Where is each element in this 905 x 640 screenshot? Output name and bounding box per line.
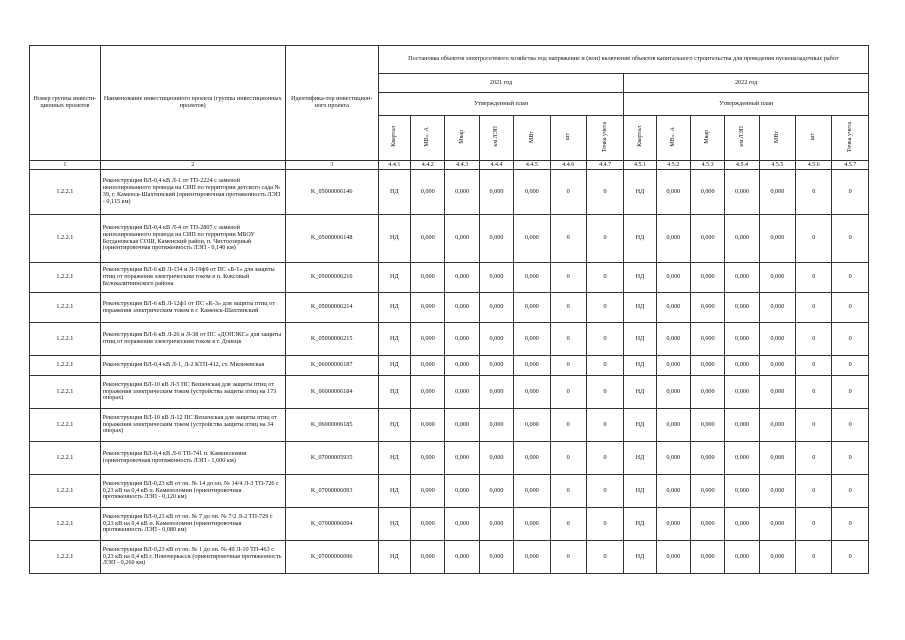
group-number-cell: 1.2.2.1 bbox=[30, 323, 101, 356]
value-cell: 0,000 bbox=[514, 541, 550, 574]
table-row bbox=[30, 475, 869, 508]
header-unit-label: Точка учета bbox=[846, 121, 853, 152]
table-row bbox=[30, 323, 869, 356]
value-cell: 0,000 bbox=[479, 356, 513, 376]
value-cell: 0,000 bbox=[656, 323, 690, 356]
value-cell: 0,000 bbox=[656, 409, 690, 442]
value-cell: 0 bbox=[832, 376, 869, 409]
value-cell: 0,000 bbox=[725, 170, 759, 215]
project-id-cell: K_06000006187 bbox=[285, 356, 378, 376]
group-number-cell: 1.2.2.1 bbox=[30, 442, 101, 475]
value-cell: 0 bbox=[550, 409, 586, 442]
header-unit-label: км ЛЭП bbox=[493, 126, 500, 147]
value-cell: 0 bbox=[586, 376, 623, 409]
value-cell: 0,000 bbox=[411, 541, 445, 574]
header-unit-cell bbox=[832, 116, 869, 161]
value-cell: 0 bbox=[796, 376, 832, 409]
column-number: 4.4.7 bbox=[586, 161, 623, 170]
value-cell: 0,000 bbox=[514, 263, 550, 293]
value-cell: 0,000 bbox=[690, 376, 724, 409]
value-cell: 0,000 bbox=[759, 409, 795, 442]
table-row bbox=[30, 508, 869, 541]
value-cell: 0,000 bbox=[479, 170, 513, 215]
value-cell: 0,000 bbox=[514, 409, 550, 442]
value-cell: 0,000 bbox=[690, 323, 724, 356]
value-cell: 0,000 bbox=[411, 475, 445, 508]
value-cell: 0,000 bbox=[690, 215, 724, 263]
value-cell: НД bbox=[378, 323, 410, 356]
value-cell: 0 bbox=[796, 215, 832, 263]
value-cell: 0,000 bbox=[445, 508, 479, 541]
value-cell: НД bbox=[624, 263, 656, 293]
column-number: 3 bbox=[285, 161, 378, 170]
table-row bbox=[30, 215, 869, 263]
value-cell: НД bbox=[378, 356, 410, 376]
header-unit-cell bbox=[550, 116, 586, 161]
value-cell: НД bbox=[624, 541, 656, 574]
project-id-cell: K_05000006215 bbox=[285, 323, 378, 356]
project-name-cell: Реконструкция ВЛ-6 кВ Л-12ф1 от ПС «К-3» для защиты птиц от поражения электрическим током в г. Каменск-Шахтинский bbox=[100, 293, 285, 323]
value-cell: 0,000 bbox=[759, 508, 795, 541]
value-cell: 0,000 bbox=[690, 442, 724, 475]
project-name-cell: Реконструкция ВЛ-10 кВ Л-5 ПС Вешенская для защиты птиц от поражения электрическим током (устройства защиты птиц на 173 опорах) bbox=[100, 376, 285, 409]
value-cell: 0 bbox=[586, 293, 623, 323]
value-cell: 0,000 bbox=[759, 215, 795, 263]
value-cell: 0,000 bbox=[445, 215, 479, 263]
value-cell: 0 bbox=[832, 170, 869, 215]
header-project-id: Идентифика-тор инвестицион-ного проекта bbox=[285, 46, 378, 161]
value-cell: 0,000 bbox=[725, 541, 759, 574]
value-cell: 0,000 bbox=[411, 215, 445, 263]
value-cell: НД bbox=[624, 323, 656, 356]
value-cell: НД bbox=[378, 215, 410, 263]
table-row bbox=[30, 376, 869, 409]
project-id-cell: K_05000006148 bbox=[285, 215, 378, 263]
value-cell: 0,000 bbox=[725, 409, 759, 442]
value-cell: 0 bbox=[586, 215, 623, 263]
value-cell: 0,000 bbox=[411, 442, 445, 475]
project-name-cell: Реконструкция ВЛ-0,23 кВ от оп. № 14 до оп. № 14/4 Л-3 ТП-726 с 0,23 кВ на 0,4 кВ п. Каменоломни (ориентировочная протяженность ЛЭП - 0,120 км) bbox=[100, 475, 285, 508]
value-cell: 0 bbox=[550, 508, 586, 541]
table-row bbox=[30, 293, 869, 323]
table-row bbox=[30, 409, 869, 442]
value-cell: 0,000 bbox=[514, 376, 550, 409]
value-cell: 0 bbox=[832, 356, 869, 376]
column-number: 4.5.7 bbox=[832, 161, 869, 170]
header-unit-label: МВт bbox=[528, 130, 535, 143]
value-cell: 0,000 bbox=[445, 263, 479, 293]
header-unit-cell bbox=[796, 116, 832, 161]
group-number-cell: 1.2.2.1 bbox=[30, 541, 101, 574]
value-cell: 0,000 bbox=[725, 376, 759, 409]
column-number: 4.4.2 bbox=[411, 161, 445, 170]
value-cell: 0 bbox=[550, 215, 586, 263]
project-id-cell: K_06000006185 bbox=[285, 409, 378, 442]
value-cell: 0,000 bbox=[725, 293, 759, 323]
header-unit-cell bbox=[624, 116, 656, 161]
project-name-cell: Реконструкция ВЛ-6 кВ Л-134 и Л-19ф9 от ПС «Б-1» для защиты птиц от поражения электрическим током в п. Коксовый Белокалитвинского района bbox=[100, 263, 285, 293]
value-cell: 0 bbox=[586, 508, 623, 541]
value-cell: 0 bbox=[796, 442, 832, 475]
value-cell: 0 bbox=[832, 263, 869, 293]
value-cell: 0,000 bbox=[725, 263, 759, 293]
value-cell: 0 bbox=[796, 293, 832, 323]
value-cell: 0,000 bbox=[479, 215, 513, 263]
header-unit-label: Мвар bbox=[458, 129, 465, 144]
group-number-cell: 1.2.2.1 bbox=[30, 293, 101, 323]
value-cell: 0 bbox=[796, 541, 832, 574]
value-cell: 0,000 bbox=[479, 409, 513, 442]
value-cell: НД bbox=[378, 541, 410, 574]
value-cell: 0,000 bbox=[759, 541, 795, 574]
header-unit-cell bbox=[445, 116, 479, 161]
value-cell: 0 bbox=[586, 475, 623, 508]
value-cell: 0,000 bbox=[656, 263, 690, 293]
value-cell: НД bbox=[624, 215, 656, 263]
column-number: 4.5.1 bbox=[624, 161, 656, 170]
value-cell: 0 bbox=[586, 323, 623, 356]
value-cell: НД bbox=[378, 263, 410, 293]
value-cell: 0,000 bbox=[479, 376, 513, 409]
value-cell: 0,000 bbox=[514, 356, 550, 376]
value-cell: 0,000 bbox=[445, 409, 479, 442]
value-cell: 0 bbox=[796, 323, 832, 356]
value-cell: 0 bbox=[832, 508, 869, 541]
group-number-cell: 1.2.2.1 bbox=[30, 409, 101, 442]
table-row bbox=[30, 356, 869, 376]
value-cell: 0 bbox=[832, 323, 869, 356]
project-id-cell: K_05000006146 bbox=[285, 170, 378, 215]
header-unit-label: Мвар bbox=[704, 129, 711, 144]
header-plan-2021: Утвержденный план bbox=[378, 93, 624, 116]
value-cell: 0,000 bbox=[479, 508, 513, 541]
value-cell: 0,000 bbox=[759, 323, 795, 356]
value-cell: 0 bbox=[550, 323, 586, 356]
value-cell: 0,000 bbox=[656, 442, 690, 475]
table-row bbox=[30, 541, 869, 574]
group-number-cell: 1.2.2.1 bbox=[30, 170, 101, 215]
header-unit-label: МВт bbox=[774, 130, 781, 143]
value-cell: 0,000 bbox=[690, 356, 724, 376]
header-project-name: Наименование инвестиционного проекта (группы инвестиционных проектов) bbox=[100, 46, 285, 161]
value-cell: 0 bbox=[832, 293, 869, 323]
value-cell: 0,000 bbox=[656, 356, 690, 376]
value-cell: 0,000 bbox=[411, 356, 445, 376]
project-name-cell: Реконструкция ВЛ-0,4 кВ Л-6 ТП-741 п. Каменоломни (ориентировочная протяженность ЛЭП - 1,600 км) bbox=[100, 442, 285, 475]
value-cell: 0 bbox=[796, 170, 832, 215]
investment-table bbox=[29, 45, 869, 574]
project-id-cell: K_07000006094 bbox=[285, 508, 378, 541]
group-number-cell: 1.2.2.1 bbox=[30, 215, 101, 263]
value-cell: 0 bbox=[832, 442, 869, 475]
value-cell: 0 bbox=[550, 376, 586, 409]
value-cell: 0,000 bbox=[445, 356, 479, 376]
value-cell: 0 bbox=[550, 293, 586, 323]
value-cell: 0 bbox=[796, 508, 832, 541]
value-cell: 0,000 bbox=[690, 409, 724, 442]
value-cell: 0,000 bbox=[656, 541, 690, 574]
group-number-cell: 1.2.2.1 bbox=[30, 376, 101, 409]
table-row bbox=[30, 442, 869, 475]
value-cell: 0 bbox=[796, 409, 832, 442]
value-cell: 0,000 bbox=[445, 293, 479, 323]
value-cell: 0,000 bbox=[725, 442, 759, 475]
header-unit-cell bbox=[759, 116, 795, 161]
header-unit-cell bbox=[586, 116, 623, 161]
value-cell: НД bbox=[624, 376, 656, 409]
value-cell: НД bbox=[378, 409, 410, 442]
column-number: 4.5.4 bbox=[725, 161, 759, 170]
value-cell: 0 bbox=[550, 475, 586, 508]
value-cell: 0,000 bbox=[656, 475, 690, 508]
header-unit-cell bbox=[378, 116, 410, 161]
value-cell: НД bbox=[624, 475, 656, 508]
value-cell: 0 bbox=[586, 442, 623, 475]
value-cell: 0,000 bbox=[514, 170, 550, 215]
column-number: 4.5.6 bbox=[796, 161, 832, 170]
value-cell: 0,000 bbox=[411, 263, 445, 293]
header-unit-label: Квартал bbox=[391, 126, 398, 147]
header-group-number: Номер группы инвести-ционных проектов bbox=[30, 46, 101, 161]
value-cell: 0,000 bbox=[479, 263, 513, 293]
value-cell: 0,000 bbox=[759, 293, 795, 323]
project-id-cell: K_05000006214 bbox=[285, 293, 378, 323]
value-cell: 0,000 bbox=[411, 376, 445, 409]
table-row bbox=[30, 170, 869, 215]
project-name-cell: Реконструкция ВЛ-0,4 кВ Л-1 от ТП-2224 с заменой неизолированного провода на СИП по территории детского сада № 39, г. Каменск-Шахтинский (ориентировочная протяженность ЛЭП - 0,115 км) bbox=[100, 170, 285, 215]
project-name-cell: Реконструкция ВЛ-10 кВ Л-12 ПС Вешенская для защиты птиц от поражения электрическим током (устройства защиты птиц на 34 опорах) bbox=[100, 409, 285, 442]
value-cell: 0,000 bbox=[479, 442, 513, 475]
header-unit-cell bbox=[411, 116, 445, 161]
column-number: 4.5.3 bbox=[690, 161, 724, 170]
header-year-2021: 2021 год bbox=[378, 74, 624, 93]
value-cell: 0,000 bbox=[690, 541, 724, 574]
value-cell: НД bbox=[624, 409, 656, 442]
value-cell: НД bbox=[378, 170, 410, 215]
value-cell: 0,000 bbox=[690, 508, 724, 541]
value-cell: 0,000 bbox=[725, 323, 759, 356]
value-cell: 0,000 bbox=[656, 170, 690, 215]
value-cell: 0,000 bbox=[759, 356, 795, 376]
group-number-cell: 1.2.2.1 bbox=[30, 263, 101, 293]
value-cell: 0,000 bbox=[759, 170, 795, 215]
value-cell: 0 bbox=[832, 215, 869, 263]
header-unit-label: МВ×А bbox=[424, 126, 431, 147]
column-number: 4.4.5 bbox=[514, 161, 550, 170]
value-cell: 0,000 bbox=[479, 293, 513, 323]
value-cell: 0,000 bbox=[411, 409, 445, 442]
value-cell: НД bbox=[624, 442, 656, 475]
column-number: 1 bbox=[30, 161, 101, 170]
value-cell: 0,000 bbox=[445, 170, 479, 215]
value-cell: 0,000 bbox=[690, 170, 724, 215]
header-unit-cell bbox=[690, 116, 724, 161]
value-cell: 0 bbox=[832, 409, 869, 442]
value-cell: 0,000 bbox=[656, 376, 690, 409]
value-cell: НД bbox=[378, 508, 410, 541]
value-cell: 0 bbox=[796, 475, 832, 508]
header-unit-cell bbox=[725, 116, 759, 161]
header-unit-label: шт bbox=[564, 132, 571, 141]
value-cell: 0,000 bbox=[514, 442, 550, 475]
header-plan-2022: Утвержденный план bbox=[624, 93, 869, 116]
value-cell: 0,000 bbox=[514, 215, 550, 263]
column-number: 4.4.1 bbox=[378, 161, 410, 170]
header-commissioning: Постановка объектов электросетевого хозяйства под напряжение и (или) включение объектов капитального строительства для проведения пусконаладочных работ bbox=[378, 46, 868, 74]
header-unit-label: шт bbox=[810, 132, 817, 141]
value-cell: НД bbox=[378, 293, 410, 323]
value-cell: НД bbox=[624, 293, 656, 323]
project-id-cell: K_07000006096 bbox=[285, 541, 378, 574]
column-number: 4.4.4 bbox=[479, 161, 513, 170]
value-cell: 0,000 bbox=[445, 323, 479, 356]
project-name-cell: Реконструкция ВЛ-0,23 кВ от оп. № 1 до оп. № 49 Л-10 ТП-463 с 0,23 кВ на 0,4 кВ г. Новочеркасск (ориентировочная протяженность ЛЭП - 0,260 км) bbox=[100, 541, 285, 574]
value-cell: 0,000 bbox=[479, 475, 513, 508]
value-cell: 0 bbox=[832, 541, 869, 574]
value-cell: 0,000 bbox=[759, 376, 795, 409]
column-number: 4.4.3 bbox=[445, 161, 479, 170]
value-cell: 0,000 bbox=[656, 215, 690, 263]
value-cell: 0,000 bbox=[411, 293, 445, 323]
value-cell: 0,000 bbox=[445, 376, 479, 409]
value-cell: 0,000 bbox=[759, 442, 795, 475]
value-cell: 0,000 bbox=[656, 293, 690, 323]
value-cell: 0,000 bbox=[725, 356, 759, 376]
value-cell: 0,000 bbox=[411, 170, 445, 215]
value-cell: 0 bbox=[832, 475, 869, 508]
header-unit-cell bbox=[479, 116, 513, 161]
header-unit-cell bbox=[514, 116, 550, 161]
column-number: 4.5.5 bbox=[759, 161, 795, 170]
group-number-cell: 1.2.2.1 bbox=[30, 475, 101, 508]
value-cell: НД bbox=[378, 475, 410, 508]
value-cell: 0,000 bbox=[725, 215, 759, 263]
header-unit-cell bbox=[656, 116, 690, 161]
value-cell: 0,000 bbox=[514, 475, 550, 508]
value-cell: 0,000 bbox=[445, 541, 479, 574]
value-cell: 0 bbox=[586, 170, 623, 215]
table-row bbox=[30, 263, 869, 293]
project-name-cell: Реконструкция ВЛ-0,23 кВ от оп. № 7 до оп. № 7/2 Л-2 ТП-729 с 0,23 кВ на 0,4 кВ п. Каменоломни (ориентировочная протяженность ЛЭП - 0,080 км) bbox=[100, 508, 285, 541]
value-cell: 0,000 bbox=[725, 475, 759, 508]
project-name-cell: Реконструкция ВЛ-6 кВ Л-26 и Л-38 от ПС «ДОНЭКС» для защиты птиц от поражения электрическим током в г. Донецк bbox=[100, 323, 285, 356]
value-cell: НД bbox=[624, 356, 656, 376]
value-cell: НД bbox=[624, 170, 656, 215]
value-cell: 0,000 bbox=[690, 475, 724, 508]
project-name-cell: Реконструкция ВЛ-0,4 кВ Л-1, Л-2 КТП-412, ст. Мильчевская bbox=[100, 356, 285, 376]
value-cell: 0,000 bbox=[411, 323, 445, 356]
value-cell: 0,000 bbox=[759, 475, 795, 508]
value-cell: 0 bbox=[586, 263, 623, 293]
value-cell: 0,000 bbox=[445, 442, 479, 475]
value-cell: 0 bbox=[796, 263, 832, 293]
value-cell: 0,000 bbox=[445, 475, 479, 508]
header-unit-label: МВ×А bbox=[669, 126, 676, 147]
project-id-cell: K_07000005935 bbox=[285, 442, 378, 475]
value-cell: 0 bbox=[550, 170, 586, 215]
header-unit-label: Квартал bbox=[636, 126, 643, 147]
column-number: 2 bbox=[100, 161, 285, 170]
value-cell: 0 bbox=[796, 356, 832, 376]
header-unit-label: Точка учета bbox=[601, 121, 608, 152]
header-year-2022: 2022 год bbox=[624, 74, 869, 93]
value-cell: 0 bbox=[586, 541, 623, 574]
column-number: 4.5.2 bbox=[656, 161, 690, 170]
group-number-cell: 1.2.2.1 bbox=[30, 356, 101, 376]
value-cell: НД bbox=[378, 442, 410, 475]
value-cell: НД bbox=[378, 376, 410, 409]
value-cell: 0 bbox=[550, 541, 586, 574]
value-cell: 0,000 bbox=[725, 508, 759, 541]
value-cell: 0,000 bbox=[514, 293, 550, 323]
project-id-cell: K_07000006093 bbox=[285, 475, 378, 508]
value-cell: 0 bbox=[550, 356, 586, 376]
value-cell: 0,000 bbox=[759, 263, 795, 293]
value-cell: 0,000 bbox=[514, 323, 550, 356]
project-name-cell: Реконструкция ВЛ-0,4 кВ Л-4 от ТП-2807 с заменой неизолированного провода на СИП по территории МБОУ Богдановская СОШ, Каменский район, п. Чистоозерный (ориентировочная протяженность ЛЭП - 0,140 км) bbox=[100, 215, 285, 263]
value-cell: 0,000 bbox=[479, 323, 513, 356]
value-cell: 0 bbox=[586, 356, 623, 376]
value-cell: 0 bbox=[550, 263, 586, 293]
project-id-cell: K_05000006216 bbox=[285, 263, 378, 293]
value-cell: 0,000 bbox=[690, 293, 724, 323]
group-number-cell: 1.2.2.1 bbox=[30, 508, 101, 541]
value-cell: 0,000 bbox=[656, 508, 690, 541]
value-cell: 0 bbox=[550, 442, 586, 475]
value-cell: НД bbox=[624, 508, 656, 541]
value-cell: 0,000 bbox=[411, 508, 445, 541]
value-cell: 0 bbox=[586, 409, 623, 442]
value-cell: 0,000 bbox=[479, 541, 513, 574]
project-id-cell: K_06000006184 bbox=[285, 376, 378, 409]
header-unit-label: км ЛЭП bbox=[738, 126, 745, 147]
column-number: 4.4.6 bbox=[550, 161, 586, 170]
value-cell: 0,000 bbox=[514, 508, 550, 541]
value-cell: 0,000 bbox=[690, 263, 724, 293]
